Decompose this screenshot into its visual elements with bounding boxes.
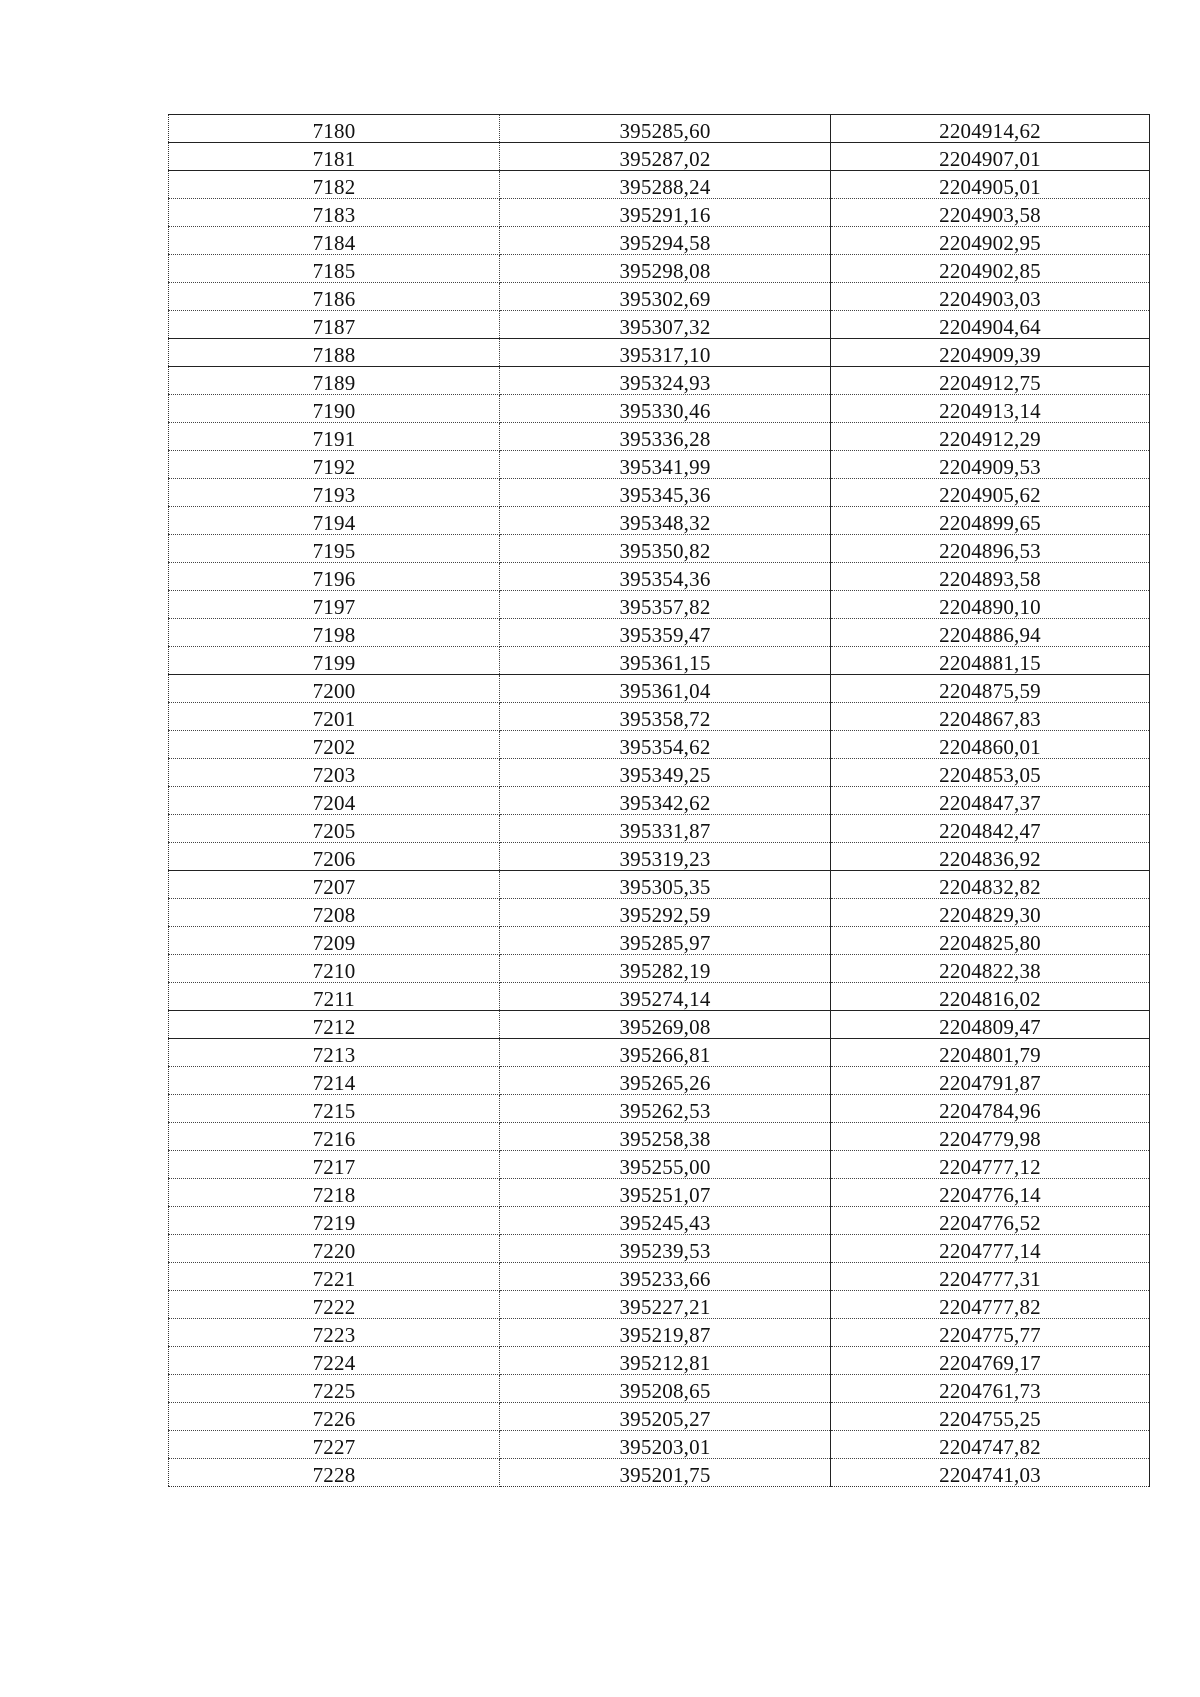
point-number-cell: 7225 — [169, 1375, 500, 1403]
y-coordinate-cell: 2204914,62 — [831, 115, 1150, 143]
table-row — [169, 787, 1150, 815]
point-number-cell: 7216 — [169, 1123, 500, 1151]
table-row — [169, 1179, 1150, 1207]
y-coordinate-cell: 2204909,53 — [831, 451, 1150, 479]
x-coordinate-cell: 395205,27 — [500, 1403, 831, 1431]
table-row — [169, 675, 1150, 703]
y-coordinate-cell: 2204777,82 — [831, 1291, 1150, 1319]
table-row — [169, 591, 1150, 619]
table-row — [169, 619, 1150, 647]
table-row — [169, 451, 1150, 479]
y-coordinate-cell: 2204832,82 — [831, 871, 1150, 899]
coordinates-table-body — [169, 115, 1150, 1487]
point-number-cell: 7190 — [169, 395, 500, 423]
point-number-cell: 7207 — [169, 871, 500, 899]
x-coordinate-cell: 395251,07 — [500, 1179, 831, 1207]
point-number-cell: 7191 — [169, 423, 500, 451]
table-row — [169, 1459, 1150, 1487]
point-number-cell: 7195 — [169, 535, 500, 563]
x-coordinate-cell: 395302,69 — [500, 283, 831, 311]
table-row — [169, 199, 1150, 227]
y-coordinate-cell: 2204777,31 — [831, 1263, 1150, 1291]
point-number-cell: 7215 — [169, 1095, 500, 1123]
x-coordinate-cell: 395288,24 — [500, 171, 831, 199]
x-coordinate-cell: 395307,32 — [500, 311, 831, 339]
point-number-cell: 7210 — [169, 955, 500, 983]
point-number-cell: 7198 — [169, 619, 500, 647]
table-row — [169, 1319, 1150, 1347]
table-row — [169, 1263, 1150, 1291]
table-row — [169, 535, 1150, 563]
x-coordinate-cell: 395282,19 — [500, 955, 831, 983]
y-coordinate-cell: 2204905,62 — [831, 479, 1150, 507]
point-number-cell: 7202 — [169, 731, 500, 759]
x-coordinate-cell: 395298,08 — [500, 255, 831, 283]
x-coordinate-cell: 395292,59 — [500, 899, 831, 927]
table-row — [169, 1067, 1150, 1095]
point-number-cell: 7199 — [169, 647, 500, 675]
table-row — [169, 1235, 1150, 1263]
x-coordinate-cell: 395361,15 — [500, 647, 831, 675]
x-coordinate-cell: 395219,87 — [500, 1319, 831, 1347]
y-coordinate-cell: 2204881,15 — [831, 647, 1150, 675]
x-coordinate-cell: 395305,35 — [500, 871, 831, 899]
y-coordinate-cell: 2204775,77 — [831, 1319, 1150, 1347]
table-row — [169, 731, 1150, 759]
y-coordinate-cell: 2204860,01 — [831, 731, 1150, 759]
y-coordinate-cell: 2204902,95 — [831, 227, 1150, 255]
y-coordinate-cell: 2204747,82 — [831, 1431, 1150, 1459]
y-coordinate-cell: 2204909,39 — [831, 339, 1150, 367]
point-number-cell: 7212 — [169, 1011, 500, 1039]
point-number-cell: 7226 — [169, 1403, 500, 1431]
point-number-cell: 7227 — [169, 1431, 500, 1459]
x-coordinate-cell: 395324,93 — [500, 367, 831, 395]
table-row — [169, 115, 1150, 143]
table-row — [169, 815, 1150, 843]
point-number-cell: 7224 — [169, 1347, 500, 1375]
point-number-cell: 7228 — [169, 1459, 500, 1487]
x-coordinate-cell: 395262,53 — [500, 1095, 831, 1123]
y-coordinate-cell: 2204777,12 — [831, 1151, 1150, 1179]
table-row — [169, 1123, 1150, 1151]
x-coordinate-cell: 395336,28 — [500, 423, 831, 451]
point-number-cell: 7223 — [169, 1319, 500, 1347]
y-coordinate-cell: 2204853,05 — [831, 759, 1150, 787]
point-number-cell: 7184 — [169, 227, 500, 255]
table-row — [169, 563, 1150, 591]
table-row — [169, 227, 1150, 255]
table-row — [169, 1011, 1150, 1039]
y-coordinate-cell: 2204902,85 — [831, 255, 1150, 283]
point-number-cell: 7214 — [169, 1067, 500, 1095]
y-coordinate-cell: 2204912,29 — [831, 423, 1150, 451]
x-coordinate-cell: 395227,21 — [500, 1291, 831, 1319]
y-coordinate-cell: 2204825,80 — [831, 927, 1150, 955]
point-number-cell: 7187 — [169, 311, 500, 339]
table-row — [169, 871, 1150, 899]
x-coordinate-cell: 395212,81 — [500, 1347, 831, 1375]
y-coordinate-cell: 2204867,83 — [831, 703, 1150, 731]
y-coordinate-cell: 2204776,52 — [831, 1207, 1150, 1235]
x-coordinate-cell: 395348,32 — [500, 507, 831, 535]
y-coordinate-cell: 2204761,73 — [831, 1375, 1150, 1403]
point-number-cell: 7192 — [169, 451, 500, 479]
point-number-cell: 7219 — [169, 1207, 500, 1235]
y-coordinate-cell: 2204776,14 — [831, 1179, 1150, 1207]
table-row — [169, 507, 1150, 535]
x-coordinate-cell: 395354,36 — [500, 563, 831, 591]
x-coordinate-cell: 395342,62 — [500, 787, 831, 815]
x-coordinate-cell: 395359,47 — [500, 619, 831, 647]
x-coordinate-cell: 395330,46 — [500, 395, 831, 423]
table-row — [169, 843, 1150, 871]
x-coordinate-cell: 395331,87 — [500, 815, 831, 843]
table-row — [169, 899, 1150, 927]
table-row — [169, 703, 1150, 731]
point-number-cell: 7204 — [169, 787, 500, 815]
point-number-cell: 7217 — [169, 1151, 500, 1179]
x-coordinate-cell: 395354,62 — [500, 731, 831, 759]
x-coordinate-cell: 395350,82 — [500, 535, 831, 563]
y-coordinate-cell: 2204777,14 — [831, 1235, 1150, 1263]
point-number-cell: 7186 — [169, 283, 500, 311]
table-row — [169, 423, 1150, 451]
x-coordinate-cell: 395265,26 — [500, 1067, 831, 1095]
x-coordinate-cell: 395361,04 — [500, 675, 831, 703]
y-coordinate-cell: 2204755,25 — [831, 1403, 1150, 1431]
point-number-cell: 7208 — [169, 899, 500, 927]
table-row — [169, 395, 1150, 423]
y-coordinate-cell: 2204904,64 — [831, 311, 1150, 339]
point-number-cell: 7189 — [169, 367, 500, 395]
table-row — [169, 171, 1150, 199]
point-number-cell: 7185 — [169, 255, 500, 283]
y-coordinate-cell: 2204905,01 — [831, 171, 1150, 199]
y-coordinate-cell: 2204899,65 — [831, 507, 1150, 535]
x-coordinate-cell: 395201,75 — [500, 1459, 831, 1487]
table-row — [169, 283, 1150, 311]
x-coordinate-cell: 395239,53 — [500, 1235, 831, 1263]
table-row — [169, 339, 1150, 367]
y-coordinate-cell: 2204893,58 — [831, 563, 1150, 591]
table-row — [169, 1207, 1150, 1235]
x-coordinate-cell: 395203,01 — [500, 1431, 831, 1459]
table-row — [169, 255, 1150, 283]
x-coordinate-cell: 395317,10 — [500, 339, 831, 367]
y-coordinate-cell: 2204779,98 — [831, 1123, 1150, 1151]
y-coordinate-cell: 2204903,58 — [831, 199, 1150, 227]
table-row — [169, 367, 1150, 395]
x-coordinate-cell: 395274,14 — [500, 983, 831, 1011]
x-coordinate-cell: 395294,58 — [500, 227, 831, 255]
x-coordinate-cell: 395266,81 — [500, 1039, 831, 1067]
point-number-cell: 7221 — [169, 1263, 500, 1291]
y-coordinate-cell: 2204875,59 — [831, 675, 1150, 703]
point-number-cell: 7211 — [169, 983, 500, 1011]
point-number-cell: 7203 — [169, 759, 500, 787]
table-row — [169, 1403, 1150, 1431]
x-coordinate-cell: 395358,72 — [500, 703, 831, 731]
y-coordinate-cell: 2204829,30 — [831, 899, 1150, 927]
y-coordinate-cell: 2204784,96 — [831, 1095, 1150, 1123]
point-number-cell: 7194 — [169, 507, 500, 535]
point-number-cell: 7183 — [169, 199, 500, 227]
x-coordinate-cell: 395345,36 — [500, 479, 831, 507]
x-coordinate-cell: 395349,25 — [500, 759, 831, 787]
x-coordinate-cell: 395245,43 — [500, 1207, 831, 1235]
table-row — [169, 927, 1150, 955]
y-coordinate-cell: 2204822,38 — [831, 955, 1150, 983]
point-number-cell: 7200 — [169, 675, 500, 703]
table-row — [169, 1431, 1150, 1459]
y-coordinate-cell: 2204741,03 — [831, 1459, 1150, 1487]
y-coordinate-cell: 2204836,92 — [831, 843, 1150, 871]
point-number-cell: 7213 — [169, 1039, 500, 1067]
x-coordinate-cell: 395291,16 — [500, 199, 831, 227]
x-coordinate-cell: 395319,23 — [500, 843, 831, 871]
point-number-cell: 7220 — [169, 1235, 500, 1263]
point-number-cell: 7196 — [169, 563, 500, 591]
x-coordinate-cell: 395287,02 — [500, 143, 831, 171]
y-coordinate-cell: 2204907,01 — [831, 143, 1150, 171]
x-coordinate-cell: 395233,66 — [500, 1263, 831, 1291]
point-number-cell: 7205 — [169, 815, 500, 843]
x-coordinate-cell: 395255,00 — [500, 1151, 831, 1179]
point-number-cell: 7197 — [169, 591, 500, 619]
table-row — [169, 647, 1150, 675]
table-row — [169, 1375, 1150, 1403]
x-coordinate-cell: 395285,97 — [500, 927, 831, 955]
x-coordinate-cell: 395269,08 — [500, 1011, 831, 1039]
y-coordinate-cell: 2204801,79 — [831, 1039, 1150, 1067]
x-coordinate-cell: 395357,82 — [500, 591, 831, 619]
table-row — [169, 311, 1150, 339]
table-row — [169, 1291, 1150, 1319]
point-number-cell: 7222 — [169, 1291, 500, 1319]
table-row — [169, 479, 1150, 507]
point-number-cell: 7181 — [169, 143, 500, 171]
table-row — [169, 955, 1150, 983]
y-coordinate-cell: 2204809,47 — [831, 1011, 1150, 1039]
y-coordinate-cell: 2204912,75 — [831, 367, 1150, 395]
point-number-cell: 7193 — [169, 479, 500, 507]
point-number-cell: 7218 — [169, 1179, 500, 1207]
y-coordinate-cell: 2204816,02 — [831, 983, 1150, 1011]
point-number-cell: 7206 — [169, 843, 500, 871]
y-coordinate-cell: 2204903,03 — [831, 283, 1150, 311]
y-coordinate-cell: 2204890,10 — [831, 591, 1150, 619]
y-coordinate-cell: 2204842,47 — [831, 815, 1150, 843]
coordinates-table — [168, 114, 1150, 1487]
x-coordinate-cell: 395341,99 — [500, 451, 831, 479]
table-row — [169, 759, 1150, 787]
point-number-cell: 7180 — [169, 115, 500, 143]
y-coordinate-cell: 2204896,53 — [831, 535, 1150, 563]
y-coordinate-cell: 2204769,17 — [831, 1347, 1150, 1375]
point-number-cell: 7209 — [169, 927, 500, 955]
table-row — [169, 1095, 1150, 1123]
table-row — [169, 1151, 1150, 1179]
y-coordinate-cell: 2204847,37 — [831, 787, 1150, 815]
point-number-cell: 7182 — [169, 171, 500, 199]
y-coordinate-cell: 2204886,94 — [831, 619, 1150, 647]
x-coordinate-cell: 395208,65 — [500, 1375, 831, 1403]
table-row — [169, 1039, 1150, 1067]
table-row — [169, 143, 1150, 171]
x-coordinate-cell: 395285,60 — [500, 115, 831, 143]
x-coordinate-cell: 395258,38 — [500, 1123, 831, 1151]
y-coordinate-cell: 2204913,14 — [831, 395, 1150, 423]
table-row — [169, 1347, 1150, 1375]
point-number-cell: 7201 — [169, 703, 500, 731]
point-number-cell: 7188 — [169, 339, 500, 367]
y-coordinate-cell: 2204791,87 — [831, 1067, 1150, 1095]
table-row — [169, 983, 1150, 1011]
